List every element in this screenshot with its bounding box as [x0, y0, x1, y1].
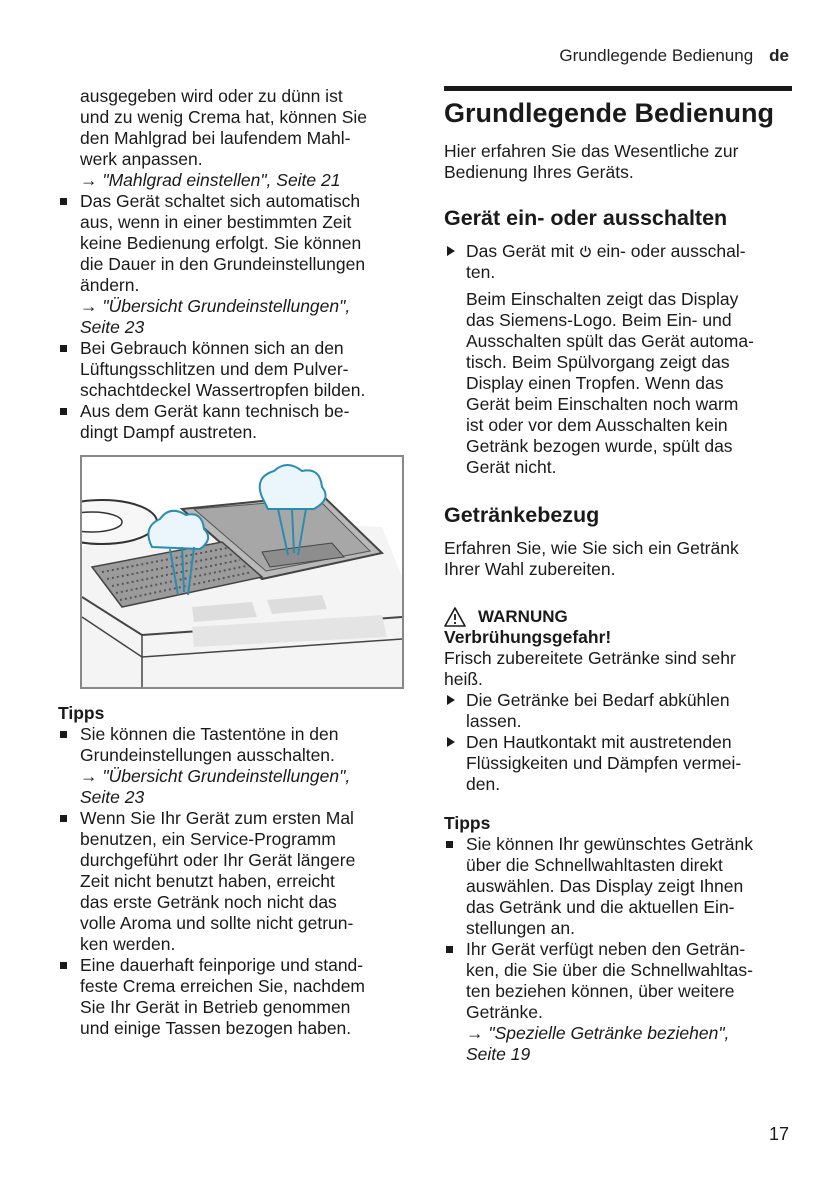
bullet-icon [446, 841, 453, 848]
tipps-heading: Tipps [444, 813, 491, 833]
page-number: 17 [768, 1124, 789, 1144]
bullet-icon [60, 815, 67, 822]
text-line: aus, wenn in einer bestimmten Zeit [80, 212, 352, 232]
text-line: auswählen. Das Display zeigt Ihnen [466, 876, 744, 896]
text-line: benutzen, ein Service-Programm [80, 829, 336, 849]
right-column [444, 86, 792, 1065]
step-text: ein- oder ausschal- [596, 241, 746, 261]
cross-reference: Seite 19 [466, 1044, 531, 1064]
warning-triangle-icon [444, 607, 466, 627]
text-line: Die Getränke bei Bedarf abkühlen [466, 690, 730, 710]
text-line: Flüssigkeiten und Dämpfen vermei- [466, 753, 742, 773]
intro-line: Ihrer Wahl zubereiten. [444, 559, 616, 579]
page-header [559, 46, 789, 66]
list-item [444, 939, 792, 1065]
section-heading-drinks: Getränkebezug [444, 503, 600, 527]
text-line: das Siemens-Logo. Beim Ein- und [466, 310, 732, 330]
text-line: Zeit nicht benutzt haben, erreicht [80, 871, 335, 891]
cross-reference: Seite 23 [80, 787, 145, 807]
text-line: Gerät nicht. [466, 457, 557, 477]
text-line [466, 241, 792, 262]
text-line: Das Gerät schaltet sich automatisch [80, 191, 361, 211]
text-line: ten. [466, 262, 496, 282]
text-line: den. [466, 774, 501, 794]
text-line: Ihr Gerät verfügt neben den Geträn- [466, 939, 746, 959]
intro-line: ausgegeben wird oder zu dünn ist [80, 86, 343, 106]
text-line: Getränke. [466, 1002, 543, 1022]
text-line: volle Aroma und sollte nicht getrun- [80, 913, 354, 933]
text-line: das Getränk und die aktuellen Ein- [466, 897, 735, 917]
power-icon [579, 245, 592, 258]
text-line: Sie Ihr Gerät in Betrieb genommen [80, 997, 351, 1017]
cross-reference: → "Mahlgrad einstellen", Seite 21 [80, 170, 341, 190]
text-line: Gerät beim Einschalten noch warm [466, 394, 739, 414]
text-line: Wenn Sie Ihr Gerät zum ersten Mal [80, 808, 354, 828]
list-item [58, 724, 403, 808]
text-line: ten beziehen können, über weitere [466, 981, 735, 1001]
list-item [58, 401, 403, 443]
text-line: die Dauer in den Grundeinstellungen [80, 254, 366, 274]
bullet-icon [60, 731, 67, 738]
cross-reference: → "Übersicht Grundeinstellungen", [80, 766, 351, 786]
intro-line: den Mahlgrad bei laufendem Mahl- [80, 128, 351, 148]
warning-text: Frisch zubereitete Getränke sind sehr [444, 648, 736, 668]
text-line: ken, die Sie über die Schnellwahltas- [466, 960, 753, 980]
header-language: de [769, 46, 789, 65]
text-line: keine Bedienung erfolgt. Sie können [80, 233, 362, 253]
text-line: feste Crema erreichen Sie, nachdem [80, 976, 365, 996]
text-line: Getränk bezogen wurde, spült das [466, 436, 733, 456]
text-line: das erste Getränk noch nicht das [80, 892, 337, 912]
cross-reference: → "Spezielle Getränke beziehen", [466, 1023, 730, 1043]
intro-line: Erfahren Sie, wie Sie sich ein Getränk [444, 538, 739, 558]
warning-heading: Verbrühungsgefahr! [444, 627, 612, 647]
step-arrow-icon [447, 695, 455, 705]
warning-label-row [444, 606, 792, 627]
text-line: Lüftungsschlitzen und dem Pulver- [80, 359, 349, 379]
list-item [444, 834, 792, 939]
intro-line: Bedienung Ihres Geräts. [444, 162, 634, 182]
bullet-icon [60, 962, 67, 969]
text-line: ist oder vor dem Ausschalten kein [466, 415, 728, 435]
text-line: Den Hautkontakt mit austretenden [466, 732, 732, 752]
text-line: und einige Tassen bezogen haben. [80, 1018, 352, 1038]
step-arrow-icon [447, 737, 455, 747]
warning-label: WARNUNG [478, 607, 568, 626]
text-line: ändern. [80, 275, 140, 295]
cross-reference: Seite 23 [80, 317, 145, 337]
cross-reference: → "Übersicht Grundeinstellungen", [80, 296, 351, 316]
list-item [58, 338, 403, 401]
bullet-icon [446, 946, 453, 953]
text-line: durchgeführt oder Ihr Gerät längere [80, 850, 356, 870]
warning-text: heiß. [444, 669, 483, 689]
warning-step [444, 732, 792, 795]
warning-step [444, 690, 792, 732]
tipps-heading: Tipps [58, 703, 105, 723]
text-line: über die Schnellwahltasten direkt [466, 855, 723, 875]
list-item [58, 808, 403, 955]
header-section: Grundlegende Bedienung [559, 46, 754, 65]
section-heading-power: Gerät ein- oder ausschalten [444, 206, 728, 230]
list-item [58, 955, 403, 1039]
text-line: Sie können Ihr gewünschtes Getränk [466, 834, 753, 854]
bullet-icon [60, 198, 67, 205]
text-line: Beim Einschalten zeigt das Display [466, 289, 739, 309]
text-line: Grundeinstellungen ausschalten. [80, 745, 335, 765]
bullet-icon [60, 408, 67, 415]
intro-line: werk anpassen. [80, 149, 203, 169]
text-line: dingt Dampf austreten. [80, 422, 258, 442]
list-item [58, 191, 403, 338]
text-line: Sie können die Tastentöne in den [80, 724, 339, 744]
appliance-steam-drawing [82, 457, 402, 687]
text-line: schachtdeckel Wassertropfen bilden. [80, 380, 366, 400]
bullet-icon [60, 345, 67, 352]
step-arrow-icon [447, 246, 455, 256]
text-line: stellungen an. [466, 918, 575, 938]
text-line: Ausschalten spült das Gerät automa- [466, 331, 754, 351]
step-text: Das Gerät mit [466, 241, 574, 261]
text-line: tisch. Beim Spülvorgang zeigt das [466, 352, 730, 372]
text-line: ken werden. [80, 934, 176, 954]
steam-illustration [80, 455, 404, 689]
text-line: Display einen Tropfen. Wenn das [466, 373, 724, 393]
left-column [58, 86, 403, 1039]
intro-line: und zu wenig Crema hat, können Sie [80, 107, 367, 127]
text-line: Aus dem Gerät kann technisch be- [80, 401, 350, 421]
intro-line: Hier erfahren Sie das Wesentliche zur [444, 141, 739, 161]
instruction-step [444, 241, 792, 478]
text-line: Bei Gebrauch können sich an den [80, 338, 344, 358]
page-title: Grundlegende Bedienung [444, 86, 792, 129]
text-line: Eine dauerhaft feinporige und stand- [80, 955, 364, 975]
text-line: lassen. [466, 711, 522, 731]
